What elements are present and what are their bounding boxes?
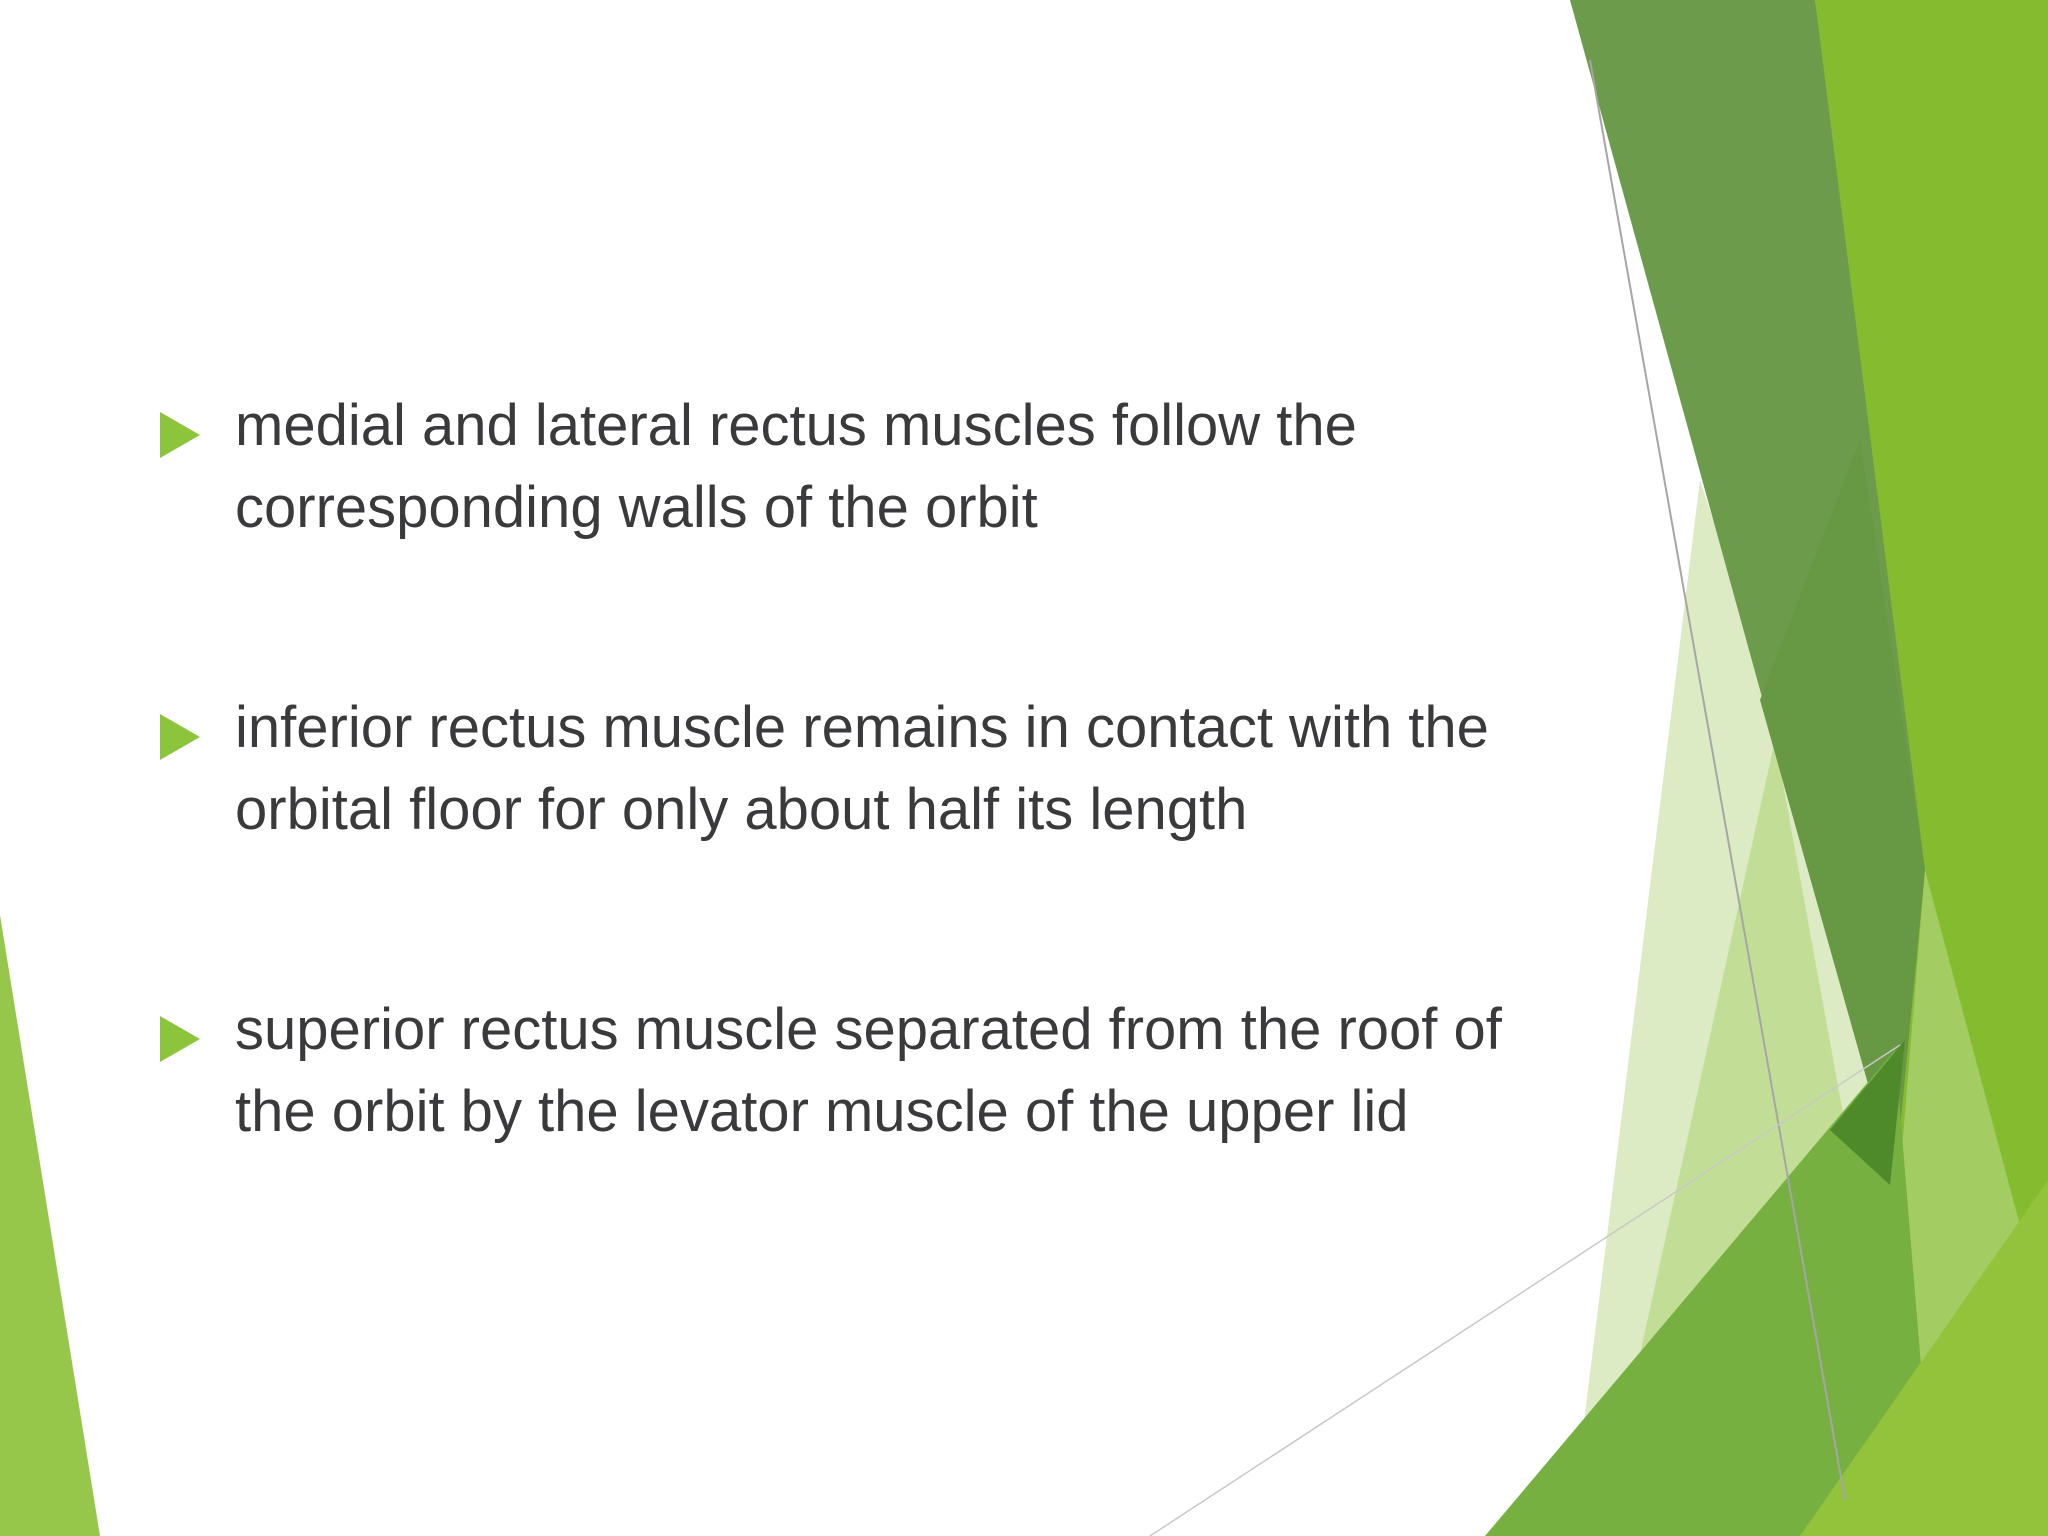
bullet-item-superior-rectus <box>160 989 1530 1153</box>
bullet-text: medial and lateral rectus muscles follow the corresponding walls of the orbit <box>235 393 1357 540</box>
bullet-text: inferior rectus muscle remains in contact with the orbital floor for only about half its length <box>235 695 1489 842</box>
bullet-list <box>160 385 1530 1291</box>
bullet-item-inferior-rectus <box>160 687 1530 851</box>
bullet-text: superior rectus muscle separated from the roof of the orbit by the levator muscle of the upper lid <box>235 997 1502 1144</box>
triangle-bullet-icon <box>160 714 200 760</box>
triangle-bullet-icon <box>160 412 200 458</box>
triangle-bullet-icon <box>160 1016 200 1062</box>
left-green-sliver <box>0 915 100 1536</box>
bullet-item-medial-lateral <box>160 385 1530 549</box>
